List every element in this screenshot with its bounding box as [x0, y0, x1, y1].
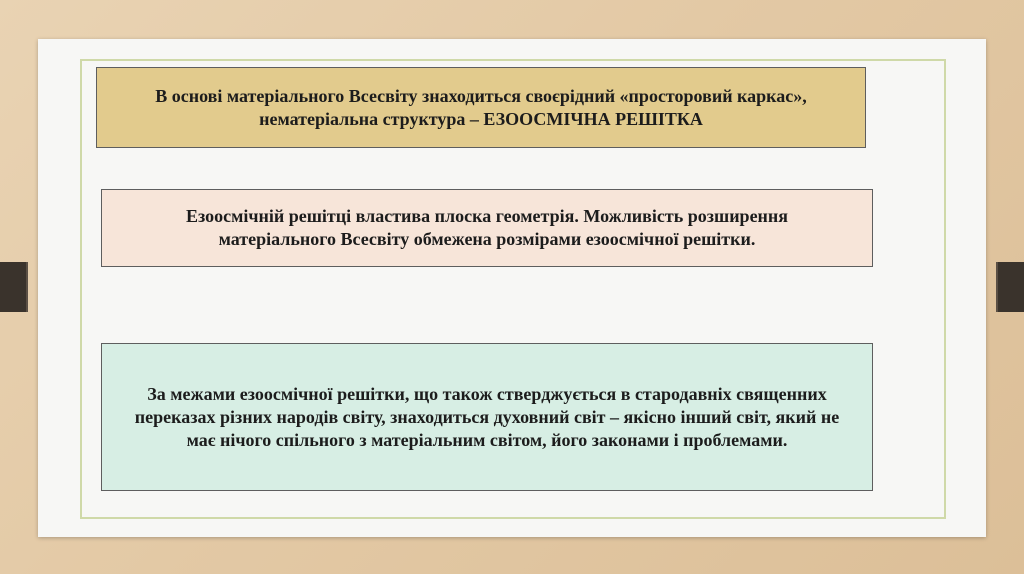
text-box-spiritual-world-text: За межами езоосмічної решітки, що також стверджується в стародавніх священних переказах різних народів світу, знаходиться духовний світ – якісно інший світ, який не має нічого спільного з матеріальним світом, його законами і проблемами. [134, 383, 840, 450]
text-box-flat-geometry-text: Езоосмічній решітці властива плоска геометрія. Можливість розширення матеріального Всесвіту обмежена розмірами езоосмічної решітки. [185, 206, 789, 249]
text-box-esoosmic-lattice-text: В основі матеріального Всесвіту знаходиться своєрідний «просторовий каркас», нематеріальна структура – ЕЗООСМІЧНА РЕШІТКА [155, 85, 807, 129]
left-side-tab [0, 262, 28, 312]
right-side-tab [996, 262, 1024, 312]
text-box-esoosmic-lattice [96, 67, 866, 148]
text-box-flat-geometry [101, 189, 873, 267]
text-box-spiritual-world [101, 343, 873, 491]
